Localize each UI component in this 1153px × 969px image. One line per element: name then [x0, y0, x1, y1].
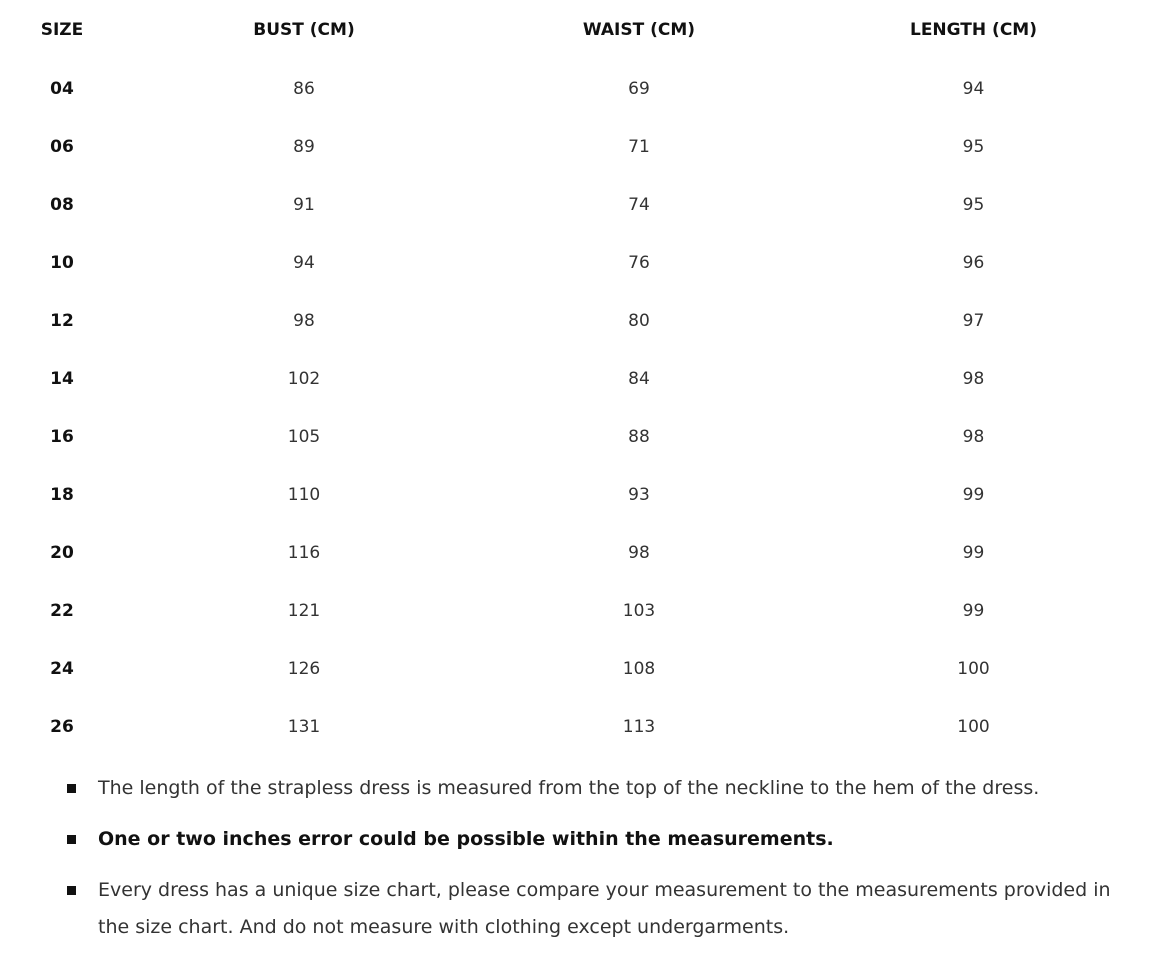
- length-cell: 94: [962, 79, 985, 99]
- list-item: [0, 770, 1153, 807]
- waist-cell: 113: [622, 717, 656, 737]
- bust-cell: 105: [287, 427, 321, 447]
- waist-cell: 74: [628, 195, 650, 215]
- size-cell: 12: [50, 311, 74, 331]
- waist-cell: 108: [622, 659, 656, 679]
- bust-cell: 94: [293, 253, 315, 273]
- table-row: [0, 524, 1153, 582]
- bust-cell: 131: [287, 717, 321, 737]
- table-row: [0, 640, 1153, 698]
- size-cell: 16: [50, 427, 74, 447]
- waist-cell: 69: [628, 79, 650, 99]
- length-cell: 98: [962, 427, 985, 447]
- table-row: [0, 234, 1153, 292]
- table-row: [0, 350, 1153, 408]
- bust-cell: 116: [287, 543, 321, 563]
- bust-cell: 91: [293, 195, 315, 215]
- table-row: [0, 60, 1153, 118]
- bust-cell: 121: [287, 601, 321, 621]
- bust-cell: 98: [293, 311, 315, 331]
- note-text: The length of the strapless dress is measured from the top of the neckline to the hem of the dress.: [98, 777, 1040, 799]
- waist-cell: 93: [628, 485, 650, 505]
- table-row: [0, 118, 1153, 176]
- length-column-header: LENGTH (CM): [909, 20, 1037, 40]
- length-cell: 99: [962, 485, 985, 505]
- bust-cell: 110: [287, 485, 321, 505]
- size-cell: 26: [50, 717, 74, 737]
- length-cell: 99: [962, 543, 985, 563]
- waist-cell: 71: [628, 137, 650, 157]
- bust-column-header: BUST (CM): [253, 20, 355, 40]
- table-row: [0, 176, 1153, 234]
- waist-column-header: WAIST (CM): [582, 20, 696, 40]
- length-cell: 96: [962, 253, 985, 273]
- table-row: [0, 466, 1153, 524]
- length-cell: 100: [957, 717, 990, 737]
- table-row: [0, 698, 1153, 756]
- bust-cell: 102: [287, 369, 321, 389]
- size-cell: 08: [50, 195, 74, 215]
- size-cell: 18: [50, 485, 74, 505]
- length-cell: 100: [957, 659, 990, 679]
- waist-cell: 76: [628, 253, 650, 273]
- bust-cell: 86: [293, 79, 315, 99]
- bust-cell: 126: [287, 659, 321, 679]
- waist-cell: 98: [628, 543, 650, 563]
- waist-cell: 84: [628, 369, 650, 389]
- size-column-header: SIZE: [40, 20, 84, 40]
- square-bullet-icon: [67, 886, 76, 895]
- size-cell: 14: [50, 369, 74, 389]
- note-text: One or two inches error could be possible within the measurements.: [98, 828, 834, 850]
- length-cell: 98: [962, 369, 985, 389]
- length-cell: 95: [962, 195, 985, 215]
- size-cell: 04: [50, 79, 74, 99]
- length-cell: 95: [962, 137, 985, 157]
- length-cell: 99: [962, 601, 985, 621]
- size-cell: 24: [50, 659, 74, 679]
- table-row: [0, 292, 1153, 350]
- size-cell: 06: [50, 137, 74, 157]
- waist-cell: 103: [622, 601, 656, 621]
- table-row: [0, 582, 1153, 640]
- note-text: Every dress has a unique size chart, please compare your measurement to the measurements provided in the size chart. And do not measure with clothing except undergarments.: [98, 879, 1111, 938]
- size-cell: 22: [50, 601, 74, 621]
- size-cell: 20: [50, 543, 74, 563]
- square-bullet-icon: [67, 784, 76, 793]
- size-cell: 10: [50, 253, 74, 273]
- measurement-notes-list: [0, 770, 1153, 960]
- table-row: [0, 408, 1153, 466]
- square-bullet-icon: [67, 835, 76, 844]
- waist-cell: 88: [628, 427, 650, 447]
- length-cell: 97: [962, 311, 985, 331]
- list-item: [0, 872, 1153, 946]
- waist-cell: 80: [628, 311, 650, 331]
- bust-cell: 89: [293, 137, 315, 157]
- list-item: [0, 821, 1153, 858]
- table-header-row: [0, 0, 1153, 60]
